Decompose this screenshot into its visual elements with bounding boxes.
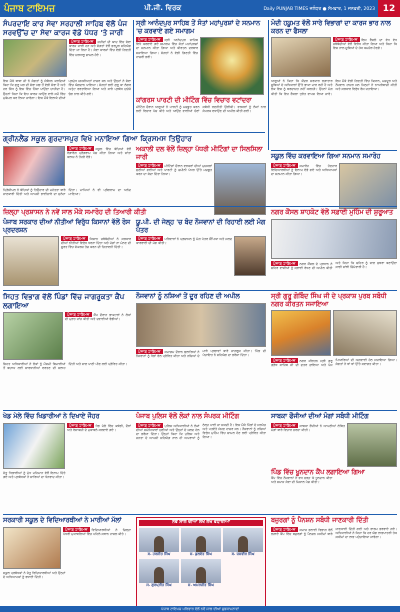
article-body: ਪੰਜਾਬ ਟਾਇਮਜ਼ ਵਿਦਿਆਰਥੀਆਂ ਨੇ ਜ਼ਿਲ੍ਹਾ ਪੱਧਰੀ ਮੁਕਾਬਲਿਆਂ ਵਿੱਚ ਪਹਿਲੇ ਸਥਾਨ ਹਾਸਲ ਕੀਤੇ। [63, 526, 131, 536]
person-portrait [223, 528, 263, 552]
article-photo [333, 310, 397, 356]
person-photo [234, 236, 266, 276]
article-body: ਪੰਜਾਬ ਟਾਇਮਜ਼ ਖੇਡ ਮੇਲੇ ਵਿੱਚ ਕਬੱਡੀ, ਦੌੜਾਂ ਅਤੇ ਰੱਸਾਕਸ਼ੀ ਦੇ ਮੁਕਾਬਲੇ ਕਰਵਾਏ ਗਏ। [67, 422, 131, 432]
advert-person [139, 559, 179, 588]
article-body: ਸਕੂਲ ਪ੍ਰਬੰਧਕਾਂ ਨੇ ਜੇਤੂ ਵਿਦਿਆਰਥੀਆਂ ਅਤੇ ਉਨ੍ਹਾਂ ਦੇ ਅਧਿਆਪਕਾਂ ਨੂੰ ਵਧਾਈ ਦਿੱਤੀ। [3, 570, 66, 579]
article-3 [271, 20, 397, 163]
article-headline: ਖੇਡ ਮੇਲੇ ਵਿੱਚ ਖਿਡਾਰੀਆਂ ਨੇ ਦਿਖਾਏ ਜੌਹਰ [3, 413, 100, 420]
article-headline: ਸਾਬਕਾ ਫੌਜੀਆਂ ਦੀਆਂ ਮੰਗਾਂ ਸਬੰਧੀ ਮੀਟਿੰਗ [271, 413, 369, 420]
article-body: ਆਗੂਆਂ ਨੇ ਕਿਹਾ ਕਿ ਕੇਂਦਰ ਸਰਕਾਰ ਲਗਾਤਾਰ ਸੂਬਿਆਂ ਦੇ ਅਧਿਕਾਰਾਂ ਉੱਤੇ ਡਾਕਾ ਮਾਰ ਰਹੀ ਹੈ ਅਤੇ ਲੋਕ ਇਸ ਨੂੰ ਬਰਦਾਸ਼ਤ ਨਹੀਂ ਕਰਨਗੇ। ਉਹਨਾਂ ਮੰਗ ਕੀਤੀ ਕਿ ਇਹ ਫੈਸਲਾ ਤੁਰੰਤ ਵਾਪਸ ਲਿਆ ਜਾਵੇ। ਇਸ ਮੌਕੇ ਵੱਡੀ ਗਿਣਤੀ ਵਿੱਚ ਕਿਸਾਨ, ਮਜ਼ਦੂਰ ਅਤੇ ਨੌਜਵਾਨ ਹਾਜ਼ਰ ਸਨ ਜਿਨ੍ਹਾਂ ਨੇ ਨਾਅਰੇਬਾਜ਼ੀ ਕੀਤੀ ਅਤੇ ਸਰਕਾਰ ਵਿਰੁੱਧ ਰੋਸ ਜਤਾਇਆ। [271, 79, 397, 96]
article-headline: ਨਗਰ ਕੌਂਸਲ ਸ਼ਾਹਕੋਟ ਵੱਲੋਂ ਸਫ਼ਾਈ ਮੁਹਿੰਮ ਦੀ ਸ਼ੁਰੂਆਤ [271, 209, 393, 216]
article-headline: ਗ੍ਰੀਨਲੈਂਡ ਸਕੂਲ ਗੁਰਦਾਸਪੁਰ ਵਿਖੇ ਮਨਾਇਆ ਗਿਆ ਕ੍ਰਿਸਮਸ ਤਿਉਹਾਰ [3, 134, 192, 143]
article-headline: ਬਜ਼ੁਰਗਾਂ ਨੂੰ ਪੈਨਸ਼ਨ ਸਬੰਧੀ ਜਾਣਕਾਰੀ ਦਿੱਤੀ [271, 517, 369, 524]
article-5 [136, 146, 266, 215]
article-body: ਪੰਜਾਬ ਟਾਇਮਜ਼ ਸ਼ਹੀਦਾਂ ਦੀ ਯਾਦ ਵਿੱਚ ਸੇਵਾ ਕਾਰਜ ਜਾਰੀ ਹਨ ਅਤੇ ਸੰਗਤਾਂ ਵੱਲੋਂ ਭਰਪੂਰ ਸਹਿਯੋਗ ਦਿੱਤਾ ਜਾ ਰਿਹਾ ਹੈ। ਸੇਵਾ ਕਾਰਜਾਂ ਵਿੱਚ ਵੱਡੀ ਗਿਣਤੀ ਵਿੱਚ ਸ਼ਰਧਾਲੂ ਸ਼ਾਮਲ ਹੋਏ। [69, 39, 131, 57]
section-title: ਪੀ.ਜੀ. ਵਿਰਕ [144, 4, 182, 12]
person-name: ਸ. ਹਰਜੀਤ ਸਿੰਘ [147, 552, 171, 556]
section-divider [3, 290, 397, 291]
advert-person [139, 528, 179, 557]
article-9 [136, 219, 266, 286]
article-photo [271, 310, 331, 356]
footer-strip: ਪੰਜਾਬ ਟਾਇਮਜ਼ ਪਰਿਵਾਰ ਵੱਲੋਂ ਨਵੇਂ ਸਾਲ ਦੀਆਂ ਸ਼ੁਭਕਾਮਨਾਵਾਂ [0, 606, 400, 612]
section-divider [271, 150, 397, 151]
article-headline: ਸੰਪਰਦਾਇ ਕਾਰ ਸੇਵਾ ਸਰਹਾਲੀ ਸਾਹਿਬ ਵੱਲੋਂ ਪੰਜ ਸਰਵਉੱਚ ਦਾ ਸੇਵਾ ਕਾਰਜ ਵੱਡੇ ਪੱਧਰ 'ਤੇ ਜਾਰੀ [3, 19, 128, 37]
person-name: ਸ. ਕੁਲਵੰਤ ਸਿੰਘ [190, 552, 212, 556]
article-body: ਪੰਜਾਬ ਟਾਇਮਜ਼ ਨਗਰ ਕੌਂਸਲ ਦੇ ਪ੍ਰਧਾਨ ਨੇ ਸ਼ਹਿਰ ਵਾਸੀਆਂ ਨੂੰ ਸਫ਼ਾਈ ਰੱਖਣ ਦੀ ਅਪੀਲ ਕੀਤੀ ਅਤੇ ਕਿਹਾ ਕਿ ਸ਼ਹਿਰ ਨੂੰ ਸਾਫ਼ ਸੁਥਰਾ ਬਣਾਉਣਾ ਸਾਡੀ ਸਾਂਝੀ ਜ਼ਿੰਮੇਵਾਰੀ ਹੈ। [271, 260, 397, 270]
article-19 [3, 517, 131, 605]
greeting-advert [136, 517, 266, 609]
article-headline: ਪੰਜਾਬ ਪੁਲਿਸ ਵੱਲੋਂ ਲੋਕਾਂ ਨਾਲ ਸੰਪਰਕ ਮੀਟਿੰਗ [136, 413, 240, 420]
page-number: 12 [378, 0, 400, 17]
section-divider [3, 410, 397, 411]
article-body: ਸਿਹਤ ਅਧਿਕਾਰੀਆਂ ਨੇ ਲੋਕਾਂ ਨੂੰ ਮੌਸਮੀ ਬਿਮਾਰੀਆਂ ਤੋਂ ਬਚਾਅ ਲਈ ਸਾਵਧਾਨੀਆਂ ਵਰਤਣ ਦੀ ਸਲਾਹ ਦਿੱਤੀ ਅਤੇ ਸਾਫ਼ ਪਾਣੀ ਪੀਣ ਲਈ ਪ੍ਰੇਰਿਤ ਕੀਤਾ। [3, 362, 128, 371]
article-8 [3, 219, 131, 286]
person-name: ਸ. ਗੁਰਪ੍ਰੀਤ ਸਿੰਘ [146, 582, 172, 587]
article-headline: ਜ਼ਿਲ੍ਹਾ ਪ੍ਰਸ਼ਾਸਨ ਨੇ ਨਵੇਂ ਸਾਲ ਮੌਕੇ ਸਮਾਰੋਹ ਦੀ ਤਿਆਰੀ ਕੀਤੀ [3, 209, 147, 216]
article-headline: ਪੰਜਾਬ ਸਰਕਾਰ ਦੀਆਂ ਨੀਤੀਆਂ ਵਿਰੁੱਧ ਕਿਸਾਨਾਂ ਵੱਲੋਂ ਰੋਸ ਪ੍ਰਦਰਸ਼ਨ [3, 219, 131, 234]
article-4 [3, 135, 265, 144]
article-body: ਮੀਟਿੰਗ ਦੌਰਾਨ ਆਗੂਆਂ ਨੇ ਪਾਰਟੀ ਨੂੰ ਮਜ਼ਬੂਤ ਕਰਨ ਲਈ ਵਿਚਾਰ ਪੇਸ਼ ਕੀਤੇ ਅਤੇ ਆਉਣ ਵਾਲੀਆਂ ਚੋਣਾਂ ਸਬੰਧੀ ਰਣਨੀਤੀ ਉਲੀਕੀ। ਵਰਕਰਾਂ ਨੂੰ ਲੋਕਾਂ ਨਾਲ ਸੰਪਰਕ ਵਧਾਉਣ ਦੀ ਅਪੀਲ ਕੀਤੀ ਗਈ। [136, 104, 266, 113]
article-subhead: ਕਾਂਗਰਸ ਪਾਰਟੀ ਦੀ ਮੀਟਿੰਗ ਵਿੱਚ ਵਿਚਾਰ ਵਟਾਂਦਰਾ [136, 97, 252, 104]
article-photo [3, 146, 65, 186]
article-17 [271, 413, 397, 512]
section-divider [3, 514, 397, 515]
article-headline: ਯੂ.ਪੀ. ਦੀ ਜੇਲ੍ਹ 'ਚ ਬੰਦ ਨੌਜਵਾਨਾਂ ਦੀ ਰਿਹਾਈ ਲਈ ਮੰਗ ਪੱਤਰ [136, 219, 266, 234]
article-photo [3, 527, 61, 569]
article-photo [214, 163, 266, 215]
person-name: ਸ. ਜਸਵੀਰ ਸਿੰਘ [231, 552, 255, 556]
article-headline: ਸਿਹਤ ਵਿਭਾਗ ਵੱਲੋਂ ਪਿੰਡਾਂ ਵਿੱਚ ਜਾਗਰੂਕਤਾ ਕੈਂਪ ਲਗਾਇਆ [3, 292, 125, 310]
article-body: ਪੰਜਾਬ ਟਾਇਮਜ਼ ਪਰਿਵਾਰਾਂ ਨੇ ਪ੍ਰਸ਼ਾਸਨ ਨੂੰ ਮੰਗ ਪੱਤਰ ਸੌਂਪਿਆ ਅਤੇ ਜਲਦ ਕਾਰਵਾਈ ਦੀ ਮੰਗ ਕੀਤੀ। [136, 236, 232, 246]
article-12 [136, 293, 266, 401]
article-body: ਪੰਜਾਬ ਟਾਇਮਜ਼ ਕੈਂਪ ਦੌਰਾਨ ਡਾਕਟਰਾਂ ਨੇ ਲੋਕਾਂ ਦੀ ਮੁਫ਼ਤ ਜਾਂਚ ਕੀਤੀ ਅਤੇ ਦਵਾਈਆਂ ਵੰਡੀਆਂ। [65, 312, 131, 322]
article-body: ਪੰਜਾਬ ਟਾਇਮਜ਼ ਸਮਾਰੋਹ ਵਿੱਚ ਹੋਣਹਾਰ ਵਿਦਿਆਰਥੀਆਂ ਨੂੰ ਇਨਾਮ ਵੰਡੇ ਗਏ ਅਤੇ ਅਧਿਆਪਕਾਂ ਦਾ ਸਨਮਾਨ ਕੀਤਾ ਗਿਆ। [271, 162, 337, 176]
article-photo [271, 219, 397, 259]
article-photo [347, 423, 397, 467]
article-body: ਪੰਜਾਬ ਟਾਇਮਜ਼ ਮੀਟਿੰਗਾਂ ਦੌਰਾਨ ਵਰਕਰਾਂ ਦੀਆਂ ਮੁਸ਼ਕਲਾਂ ਸੁਣੀਆਂ ਗਈਆਂ ਅਤੇ ਪਾਰਟੀ ਨੂੰ ਜ਼ਮੀਨੀ ਪੱਧਰ ਉੱਤੇ ਮਜ਼ਬੂਤ ਕਰਨ ਦਾ ਸੱਦਾ ਦਿੱਤਾ ਗਿਆ। [136, 163, 212, 177]
article-body: ਪ੍ਰਿੰਸੀਪਲ ਨੇ ਬੱਚਿਆਂ ਨੂੰ ਤਿਉਹਾਰ ਦੀ ਮਹੱਤਤਾ ਬਾਰੇ ਜਾਣਕਾਰੀ ਦਿੱਤੀ ਅਤੇ ਆਪਸੀ ਭਾਈਚਾਰੇ ਦਾ ਸੁਨੇਹਾ ਦਿੱਤਾ। ਮਾਪਿਆਂ ਨੇ ਵੀ ਪ੍ਰੋਗਰਾਮ ਦਾ ਅਨੰਦ ਮਾਣਿਆ। [3, 188, 131, 197]
advert-banner: ਨਵੇਂ ਸਾਲ ਦੀਆਂ ਲੱਖ ਲੱਖ ਵਧਾਈਆਂ [139, 520, 263, 526]
article-16 [136, 413, 266, 515]
article-body: ਪੰਜਾਬ ਟਾਇਮਜ਼ ਪੁਲਿਸ ਅਧਿਕਾਰੀਆਂ ਨੇ ਲੋਕਾਂ ਦੀਆਂ ਸਮੱਸਿਆਵਾਂ ਸੁਣੀਆਂ ਅਤੇ ਉਨ੍ਹਾਂ ਦੇ ਜਲਦ ਹੱਲ ਦਾ ਭਰੋਸਾ ਦਿੱਤਾ। ਉਨ੍ਹਾਂ ਕਿਹਾ ਕਿ ਪੁਲਿਸ ਅਤੇ ਜਨਤਾ ਦੇ ਆਪਸੀ ਸਹਿਯੋਗ ਨਾਲ ਹੀ ਅਪਰਾਧਾਂ ਨੂੰ ਠੱਲ੍ਹ ਪਾਈ ਜਾ ਸਕਦੀ ਹੈ। ਇਸ ਮੌਕੇ ਪਿੰਡਾਂ ਦੇ ਸਰਪੰਚ ਅਤੇ ਪਤਵੰਤੇ ਸੱਜਣ ਹਾਜ਼ਰ ਸਨ। ਨੌਜਵਾਨਾਂ ਨੂੰ ਨਸ਼ਿਆਂ ਵਿਰੁੱਧ ਮੁਹਿੰਮ ਵਿੱਚ ਸ਼ਾਮਲ ਹੋਣ ਲਈ ਪ੍ਰੇਰਿਤ ਕੀਤਾ ਗਿਆ। [136, 422, 266, 441]
article-body: ਪੰਜਾਬ ਟਾਇਮਜ਼ ਸ੍ਰੀ ਆਨੰਦਪੁਰ ਸਾਹਿਬ ਵਿਖੇ ਕਰਵਾਏ ਗਏ ਸਮਾਗਮ ਵਿੱਚ ਸੰਤਾਂ ਮਹਾਂਪੁਰਸ਼ਾਂ ਦਾ ਸਨਮਾਨ ਕੀਤਾ ਗਿਆ ਅਤੇ ਕੀਰਤਨ ਦਰਬਾਰ ਸਜਾਇਆ ਗਿਆ। ਸੰਗਤਾਂ ਨੇ ਵੱਡੀ ਗਿਣਤੀ ਵਿੱਚ ਹਾਜ਼ਰੀ ਭਰੀ। [136, 37, 198, 59]
article-headline: ਮੋਦੀ ਹਕੂਮਤ ਵੱਲੋਂ ਸਾਰੇ ਵਿਭਾਗਾਂ ਦਾ ਕਾਰਜ ਭਾਰ ਨਾਲ ਕਰਨ ਦਾ ਫੈਸਲਾ [271, 20, 391, 35]
article-body: ਪੰਜਾਬ ਟਾਇਮਜ਼ ਸਮਾਗਮ ਦੌਰਾਨ ਬੁਲਾਰਿਆਂ ਨੇ ਨੌਜਵਾਨਾਂ ਨੂੰ ਖੇਡਾਂ ਵੱਲ ਪ੍ਰੇਰਿਤ ਕੀਤਾ ਅਤੇ ਨਸ਼ਿਆਂ ਦੇ ਮਾੜੇ ਪ੍ਰਭਾਵਾਂ ਬਾਰੇ ਜਾਗਰੂਕ ਕੀਤਾ। ਪਿੰਡ ਦੀ ਪੰਚਾਇਤ ਨੇ ਸਹਿਯੋਗ ਦਾ ਭਰੋਸਾ ਦਿੱਤਾ। [136, 348, 266, 358]
column-divider [268, 20, 269, 150]
article-headline: ਸ੍ਰੀ ਆਨੰਦਪੁਰ ਸਾਹਿਬ ਤੋਂ ਸੰਤਾਂ ਮਹਾਂਪੁਰਸ਼ਾਂ ਦੇ ਸਨਮਾਨ 'ਚ ਕਰਵਾਏ ਗਏ ਸਮਾਗਮ [136, 20, 261, 35]
article-body: ਪੰਜਾਬ ਟਾਇਮਜ਼ ਸਾਬਕਾ ਫੌਜੀਆਂ ਨੇ ਆਪਣੀਆਂ ਲੰਬਿਤ ਮੰਗਾਂ ਬਾਰੇ ਵਿਚਾਰ ਚਰਚਾ ਕੀਤੀ। [271, 422, 345, 432]
article-photo [136, 303, 266, 347]
advert-person [181, 528, 221, 557]
article-photo [3, 39, 67, 77]
article-6 [271, 153, 397, 209]
article-body: ਪੰਜਾਬ ਟਾਇਮਜ਼ ਇਸ ਫੈਸਲੇ ਦਾ ਵੱਖ ਵੱਖ ਜਥੇਬੰਦੀਆਂ ਵੱਲੋਂ ਵਿਰੋਧ ਕੀਤਾ ਗਿਆ ਅਤੇ ਕਿਹਾ ਕਿ ਇਸ ਨਾਲ ਸੂਬਿਆਂ ਦੇ ਹੱਕ ਕਮਜ਼ੋਰ ਹੋਣਗੇ। [333, 37, 397, 51]
article-2 [136, 20, 266, 145]
article-7 [3, 209, 265, 217]
section-divider [3, 206, 397, 207]
article-headline: ਸਕੂਲ ਵਿੱਚ ਕਰਵਾਇਆ ਗਿਆ ਸਨਮਾਨ ਸਮਾਰੋਹ [271, 153, 381, 160]
article-photo [271, 37, 331, 77]
person-name: ਸ. ਅਮਰਜੀਤ ਸਿੰਘ [188, 582, 214, 587]
article-subhead: ਪਿੰਡ ਵਿੱਚ ਖੂਨਦਾਨ ਕੈਂਪ ਲਗਾਇਆ ਗਿਆ [271, 468, 365, 476]
article-headline: ਸਰਕਾਰੀ ਸਕੂਲ ਦੇ ਵਿਦਿਆਰਥੀਆਂ ਨੇ ਮਾਰੀਆਂ ਮੱਲਾਂ [3, 517, 122, 524]
article-15 [3, 413, 131, 511]
article-body: ਪੰਜਾਬ ਟਾਇਮਜ਼ ਕਿਸਾਨ ਜਥੇਬੰਦੀਆਂ ਨੇ ਸਰਕਾਰ ਦੀਆਂ ਨੀਤੀਆਂ ਵਿਰੁੱਧ ਧਰਨਾ ਦਿੱਤਾ ਅਤੇ ਮੰਗਾਂ ਨਾ ਮੰਨਣ ਦੀ ਸੂਰਤ ਵਿੱਚ ਸੰਘਰਸ਼ ਤੇਜ਼ ਕਰਨ ਦੀ ਚਿਤਾਵਨੀ ਦਿੱਤੀ। [61, 236, 131, 250]
article-11 [3, 293, 131, 412]
article-headline: ਸ੍ਰੀ ਗੁਰੂ ਗੋਬਿੰਦ ਸਿੰਘ ਜੀ ਦੇ ਪ੍ਰਕਾਸ਼ ਪੁਰਬ ਸਬੰਧੀ ਨਗਰ ਕੀਰਤਨ ਸਜਾਇਆ [271, 293, 387, 308]
article-body: ਪੰਜਾਬ ਟਾਇਮਜ਼ ਨਗਰ ਕੀਰਤਨ ਸ੍ਰੀ ਗੁਰੂ ਗ੍ਰੰਥ ਸਾਹਿਬ ਜੀ ਦੀ ਛਤਰ ਛਾਇਆ ਅਤੇ ਪੰਜ ਪਿਆਰਿਆਂ ਦੀ ਅਗਵਾਈ ਹੇਠ ਸਜਾਇਆ ਗਿਆ। ਸੰਗਤਾਂ ਨੇ ਥਾਂ ਥਾਂ ਉੱਤੇ ਸਵਾਗਤ ਕੀਤਾ। [271, 358, 397, 368]
article-body: ਇਸ ਮੌਕੇ ਬਾਬਾ ਜੀ ਨੇ ਸੰਗਤਾਂ ਨੂੰ ਸੰਬੋਧਨ ਕਰਦਿਆਂ ਕਿਹਾ ਕਿ ਗੁਰੂ ਘਰ ਦੀ ਸੇਵਾ ਸਭ ਤੋਂ ਵੱਡੀ ਸੇਵਾ ਹੈ ਅਤੇ ਹਰ ਸਿੱਖ ਨੂੰ ਇਸ ਵਿੱਚ ਹਿੱਸਾ ਪਾਉਣਾ ਚਾਹੀਦਾ ਹੈ। ਉਹਨਾਂ ਕਿਹਾ ਕਿ ਇਹ ਕਾਰਜ ਆਉਣ ਵਾਲੇ ਸਮੇਂ ਵਿੱਚ ਮੁਕੰਮਲ ਕਰ ਲਿਆ ਜਾਵੇਗਾ। ਇਸ ਮੌਕੇ ਇਲਾਕੇ ਦੀਆਂ ਪ੍ਰਮੁੱਖ ਸ਼ਖ਼ਸੀਅਤਾਂ ਹਾਜ਼ਰ ਸਨ ਅਤੇ ਉਨ੍ਹਾਂ ਨੇ ਸੇਵਾ ਵਿੱਚ ਯੋਗਦਾਨ ਪਾਇਆ। ਸੰਗਤਾਂ ਲਈ ਗੁਰੂ ਕਾ ਲੰਗਰ ਅਤੁੱਟ ਵਰਤਾਇਆ ਗਿਆ ਅਤੇ ਸਾਰੇ ਪ੍ਰਬੰਧ ਸੁਚੱਜੇ ਢੰਗ ਨਾਲ ਕੀਤੇ ਗਏ। [3, 79, 131, 100]
article-body: ਕੈਂਪ ਵਿੱਚ ਨੌਜਵਾਨਾਂ ਨੇ ਵਧ ਚੜ੍ਹ ਕੇ ਖੂਨਦਾਨ ਕੀਤਾ ਅਤੇ ਸਮਾਜ ਸੇਵਾ ਦੀ ਮਿਸਾਲ ਪੇਸ਼ ਕੀਤੀ। [271, 476, 333, 485]
edition-line: Daily PUNJAB TIMES ਜਲੰਧਰ ● ਸੋਮਵਾਰ, 1 ਜਨਵਰੀ, 2023 [263, 6, 375, 12]
article-13 [271, 293, 397, 412]
article-photo [200, 37, 264, 95]
article-photo [339, 163, 397, 209]
article-photo [3, 312, 63, 360]
column-divider [133, 20, 134, 130]
article-photo [3, 423, 65, 469]
article-body: ਪੰਜਾਬ ਟਾਇਮਜ਼ ਸਕੂਲ ਵਿੱਚ ਬੱਚਿਆਂ ਵੱਲੋਂ ਰੰਗਾਰੰਗ ਪ੍ਰੋਗਰਾਮ ਪੇਸ਼ ਕੀਤਾ ਗਿਆ ਅਤੇ ਸਾਂਤਾ ਕਲਾਜ਼ ਨੇ ਤੋਹਫ਼ੇ ਵੰਡੇ। [67, 146, 131, 160]
masthead [0, 0, 400, 17]
section-divider [3, 132, 265, 133]
person-portrait [139, 559, 179, 583]
article-10 [271, 209, 397, 297]
article-headline: ਅਕਾਲੀ ਦਲ ਵੱਲੋਂ ਜ਼ਿਲ੍ਹਾ ਪੱਧਰੀ ਮੀਟਿੰਗਾਂ ਦਾ ਸਿਲਸਿਲਾ ਜਾਰੀ [136, 146, 263, 161]
article-body: ਜੇਤੂ ਖਿਡਾਰੀਆਂ ਨੂੰ ਮੁੱਖ ਮਹਿਮਾਨ ਵੱਲੋਂ ਇਨਾਮ ਦਿੱਤੇ ਗਏ ਅਤੇ ਪ੍ਰਬੰਧਕਾਂ ਨੇ ਸਾਰਿਆਂ ਦਾ ਧੰਨਵਾਦ ਕੀਤਾ। [3, 470, 66, 479]
person-portrait [181, 559, 221, 583]
paper-title: ਪੰਜਾਬ ਟਾਇਮਜ਼ [4, 3, 55, 14]
person-portrait [181, 528, 221, 552]
article-body: ਪੰਜਾਬ ਟਾਇਮਜ਼ ਸਮਾਜ ਭਲਾਈ ਵਿਭਾਗ ਵੱਲੋਂ ਲਗਾਏ ਕੈਂਪ ਵਿੱਚ ਬਜ਼ੁਰਗਾਂ ਨੂੰ ਪੈਨਸ਼ਨ ਸਕੀਮਾਂ ਬਾਰੇ ਜਾਣਕਾਰੀ ਦਿੱਤੀ ਗਈ ਅਤੇ ਫਾਰਮ ਭਰਵਾਏ ਗਏ। ਅਧਿਕਾਰੀਆਂ ਨੇ ਕਿਹਾ ਕਿ ਹਰ ਯੋਗ ਲਾਭਪਾਤਰੀ ਤੱਕ ਸਕੀਮਾਂ ਦਾ ਲਾਭ ਪਹੁੰਚਾਇਆ ਜਾਵੇਗਾ। [271, 526, 397, 539]
advert-person [223, 528, 263, 557]
article-20 [271, 517, 397, 603]
article-headline: ਨੌਜਵਾਨਾਂ ਨੂੰ ਨਸ਼ਿਆਂ ਤੋਂ ਦੂਰ ਰਹਿਣ ਦੀ ਅਪੀਲ [136, 293, 240, 300]
article-photo [3, 236, 59, 286]
advert-person [181, 559, 221, 588]
person-portrait [139, 528, 179, 552]
